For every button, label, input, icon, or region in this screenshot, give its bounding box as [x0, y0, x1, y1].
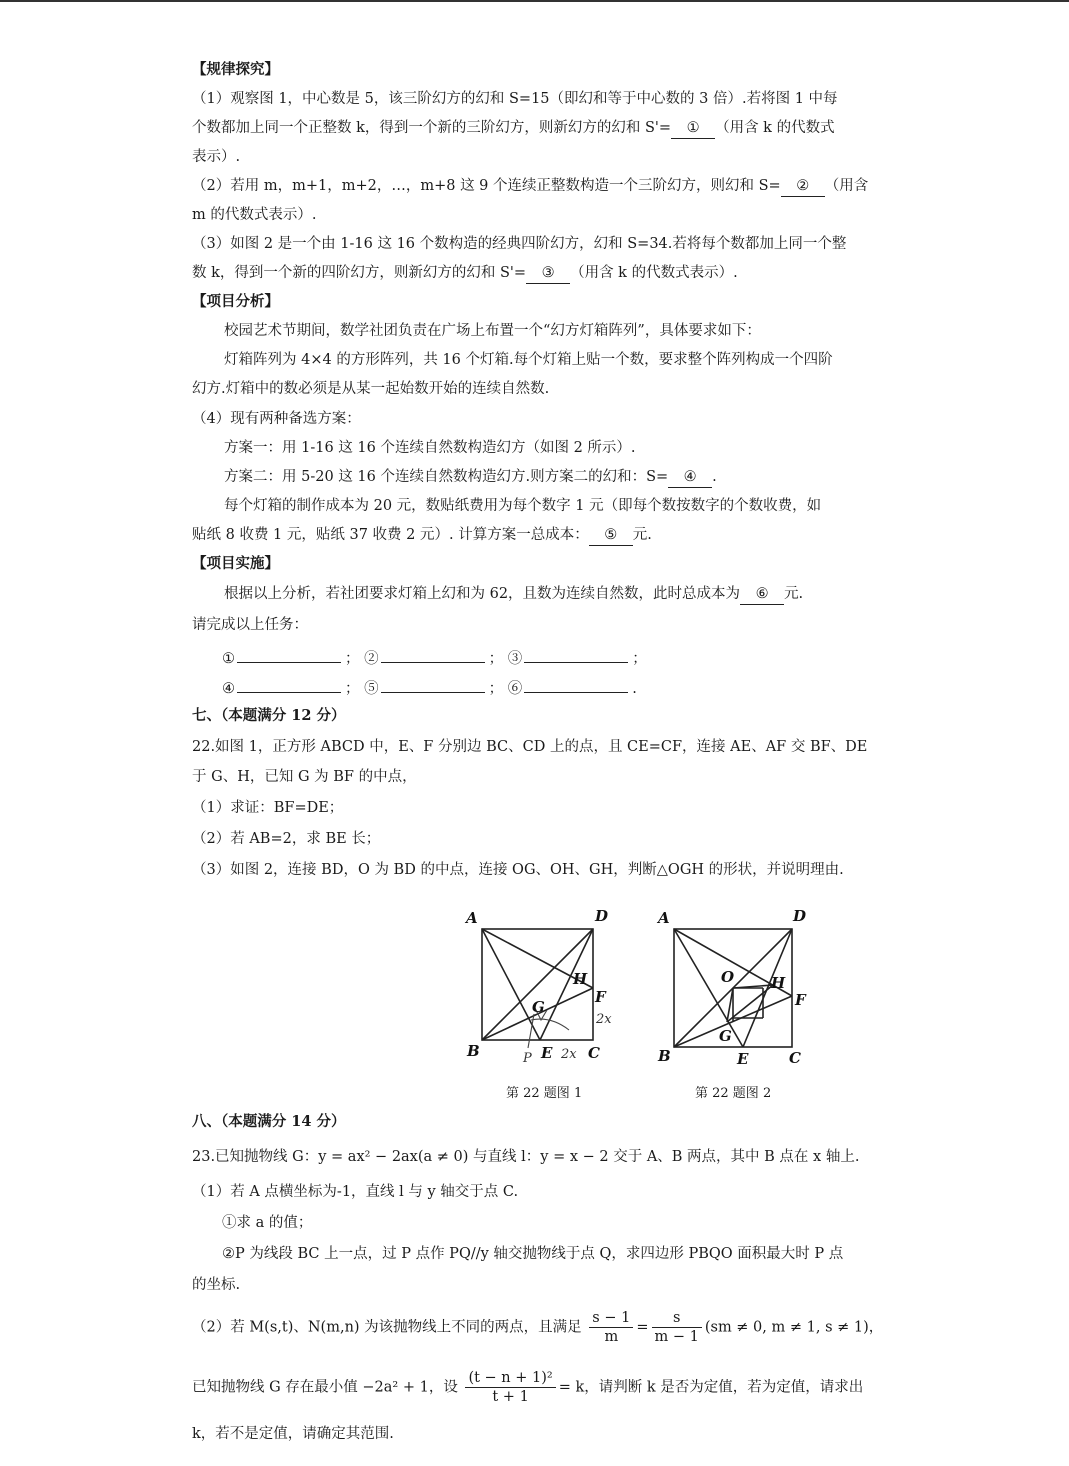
label-g-2: G: [719, 1027, 732, 1045]
label-o-2: O: [721, 968, 735, 986]
section-title-analysis: 【项目分析】: [192, 293, 279, 310]
q1-line1: （1）观察图 1，中心数是 5，该三阶幻方的幻和 S=15（即幻和等于中心数的 3 倍）.若将图 1 中每: [192, 91, 838, 107]
answer-field-2[interactable]: [381, 646, 485, 663]
q23-part2-line3: k，若不是定值，请确定其范围.: [192, 1426, 394, 1442]
q23-part2-condition: (sm ≠ 0, m ≠ 1, s ≠ 1)，: [704, 1319, 884, 1336]
answer-label-4: ④: [222, 681, 235, 697]
answer-field-1[interactable]: [237, 646, 341, 663]
q4-line5: [192, 525, 652, 546]
figure-2-caption: 第 22 题图 2: [695, 1086, 772, 1101]
q23-min-text: 已知抛物线 G 存在最小值 −2a² + 1，设: [192, 1379, 458, 1396]
q23-part1-b-cont: 的坐标.: [192, 1277, 241, 1293]
label-f: F: [595, 988, 606, 1006]
q3-line2: [192, 263, 738, 284]
figure-1-caption: 第 22 题图 1: [506, 1086, 583, 1101]
q4-text-a: 方案二：用 5-20 这 16 个连续自然数构造幻方.则方案二的幻和：S=: [224, 469, 669, 485]
fraction-3-den: t + 1: [492, 1389, 529, 1405]
q22-part3: （3）如图 2，连接 BD，O 为 BD 的中点，连接 OG、OH、GH，判断△OGH 的形状，并说明理由.: [192, 862, 844, 878]
q4-line2: 方案一：用 1-16 这 16 个连续自然数构造幻方（如图 2 所示）.: [224, 440, 636, 456]
answer-sep-5: ；: [488, 681, 504, 697]
answer-field-3[interactable]: [524, 646, 628, 663]
label-e: E: [541, 1044, 553, 1062]
answer-row-1: [222, 646, 647, 669]
section-title-pattern: 【规律探究】: [192, 61, 279, 78]
q22-part2: （2）若 AB=2，求 BE 长；: [192, 831, 381, 847]
fraction-3-num: (t − n + 1)²: [465, 1369, 555, 1388]
label-f-2: F: [795, 991, 806, 1009]
answer-sep-2: ；: [488, 651, 504, 667]
q3-text-b: （用含 k 的代数式表示）.: [570, 265, 738, 281]
q22-part1: （1）求证：BF=DE；: [192, 800, 344, 816]
answer-field-6[interactable]: [524, 676, 628, 693]
label-a-2: A: [658, 909, 670, 927]
project-line2: 灯箱阵列为 4×4 的方形阵列，共 16 个灯箱.每个灯箱上贴一个数，要求整个阵列构成一个四阶: [224, 352, 833, 368]
q2-line2: m 的代数式表示）.: [192, 207, 317, 223]
label-d-2: D: [793, 907, 807, 925]
geometry-figure-2: [645, 898, 815, 1078]
blank-1: ①: [671, 118, 715, 139]
label-b: B: [467, 1042, 480, 1060]
label-h-2: H: [771, 974, 786, 992]
q23-part2-line1: （2）若 M(s,t)、N(m,n) 为该抛物线上不同的两点，且满足 $\frac{s - 1}{m}$ = $\frac{s}{m - 1}$ (sm ≠ 0, m ≠ 1, s ≠ 1)，: [192, 1310, 884, 1345]
answer-field-5[interactable]: [381, 676, 485, 693]
answer-label-5: ⑤: [364, 681, 379, 697]
q3-line1: （3）如图 2 是一个由 1-16 这 16 个数构造的经典四阶幻方，幻和 S=34.若将每个数都加上同一个整: [192, 236, 847, 252]
q2-text-b: （用含: [824, 178, 869, 194]
q3-text-a: 数 k，得到一个新的四阶幻方，则新幻方的幻和 S'=: [192, 265, 527, 281]
label-g: G: [532, 998, 545, 1016]
section-seven-title: 七、（本题满分 12 分）: [192, 707, 346, 724]
label-a: A: [466, 909, 478, 927]
note-2x-bottom: 2x: [561, 1047, 577, 1062]
project-line3: 幻方.灯箱中的数必须是从某一起始数开始的连续自然数.: [192, 381, 550, 397]
section-title-implementation: 【项目实施】: [192, 555, 279, 572]
label-d: D: [595, 907, 609, 925]
q4-text-c: 贴纸 8 收费 1 元，贴纸 37 收费 2 元）. 计算方案一总成本：: [192, 527, 589, 543]
q4-line3: [224, 467, 717, 488]
blank-5: ⑤: [589, 525, 633, 546]
q4-text-d: 元.: [632, 527, 652, 543]
q22-line2: 于 G、H，已知 G 为 BF 的中点，: [192, 769, 417, 785]
q23-part1-a: ①求 a 的值；: [222, 1215, 313, 1231]
q23-part2-line2: [192, 1369, 863, 1406]
section-eight-title: 八、（本题满分 14 分）: [192, 1113, 346, 1130]
blank-3: ③: [526, 263, 570, 284]
label-e-2: E: [737, 1050, 749, 1068]
answer-sep-3: ；: [632, 651, 647, 667]
fraction-2-num: s: [652, 1309, 702, 1328]
impl-line: [224, 584, 803, 605]
blank-6: ⑥: [740, 584, 784, 605]
fraction-2-den: m − 1: [654, 1329, 699, 1345]
project-line1: 校园艺术节期间，数学社团负责在广场上布置一个“幻方灯箱阵列”，具体要求如下：: [224, 323, 761, 339]
answer-sep-4: ；: [345, 681, 360, 697]
impl-text-a: 根据以上分析，若社团要求灯箱上幻和为 62，且数为连续自然数，此时总成本为: [224, 586, 741, 602]
label-c: C: [588, 1044, 600, 1062]
fraction-1: [589, 1309, 633, 1346]
fraction-1-num: s − 1: [589, 1309, 633, 1328]
blank-4: ④: [668, 467, 712, 488]
answer-sep-1: ；: [345, 651, 360, 667]
note-p: P: [523, 1051, 532, 1066]
label-b-2: B: [658, 1047, 671, 1065]
label-c-2: C: [789, 1049, 801, 1067]
q4-text-b: .: [712, 469, 717, 485]
q1-line3: 表示）.: [192, 149, 241, 165]
q2-line1: [192, 176, 868, 197]
q22-line1: 22.如图 1，正方形 ABCD 中，E、F 分别边 BC、CD 上的点，且 CE=CF，连接 AE、AF 交 BF、DE: [192, 739, 868, 755]
q23-k-text: = k，请判断 k 是否为定值，若为定值，请求出: [558, 1379, 864, 1396]
q23-part2-text: （2）若 M(s,t)、N(m,n) 为该抛物线上不同的两点，且满足: [192, 1319, 582, 1336]
q23-part1-b: ②P 为线段 BC 上一点，过 P 点作 PQ//y 轴交抛物线于点 Q，求四边形 PBQO 面积最大时 P 点: [222, 1246, 844, 1262]
q23-line1: 23.已知抛物线 G：y = ax² − 2ax(a ≠ 0) 与直线 l：y = x − 2 交于 A、B 两点，其中 B 点在 x 轴上.: [192, 1149, 860, 1165]
label-h: H: [573, 970, 588, 988]
task-line: 请完成以上任务：: [192, 617, 308, 633]
q1-line2: [192, 118, 835, 139]
answer-label-3: ③: [507, 651, 523, 667]
fraction-3: [465, 1369, 555, 1406]
answer-label-6: ⑥: [507, 681, 523, 697]
answer-row-2: [222, 676, 637, 699]
q2-text-a: （2）若用 m，m+1，m+2，…，m+8 这 9 个连续正整数构造一个三阶幻方，则幻和 S=: [192, 178, 781, 194]
geometry-figure-1: [455, 898, 625, 1078]
answer-sep-6: .: [632, 681, 637, 697]
q1-text-a: 个数都加上同一个正整数 k，得到一个新的三阶幻方，则新幻方的幻和 S'=: [192, 120, 672, 136]
note-2x-right: 2x: [596, 1012, 612, 1027]
segment-ae: [482, 929, 540, 1040]
answer-label-1: ①: [222, 651, 235, 667]
answer-field-4[interactable]: [237, 676, 341, 693]
q4-line4: 每个灯箱的制作成本为 20 元，数贴纸费用为每个数字 1 元（即每个数按数字的个数收费，如: [224, 498, 822, 514]
q4-line1: （4）现有两种备选方案：: [192, 411, 361, 427]
answer-label-2: ②: [364, 651, 379, 667]
fraction-2: [652, 1309, 702, 1346]
blank-2: ②: [781, 176, 825, 197]
q1-text-b: （用含 k 的代数式: [715, 120, 835, 136]
fraction-1-den: m: [604, 1329, 619, 1345]
impl-text-b: 元.: [784, 586, 804, 602]
segment-gh: [727, 985, 773, 1022]
q23-part1: （1）若 A 点横坐标为-1，直线 l 与 y 轴交于点 C.: [192, 1184, 519, 1200]
